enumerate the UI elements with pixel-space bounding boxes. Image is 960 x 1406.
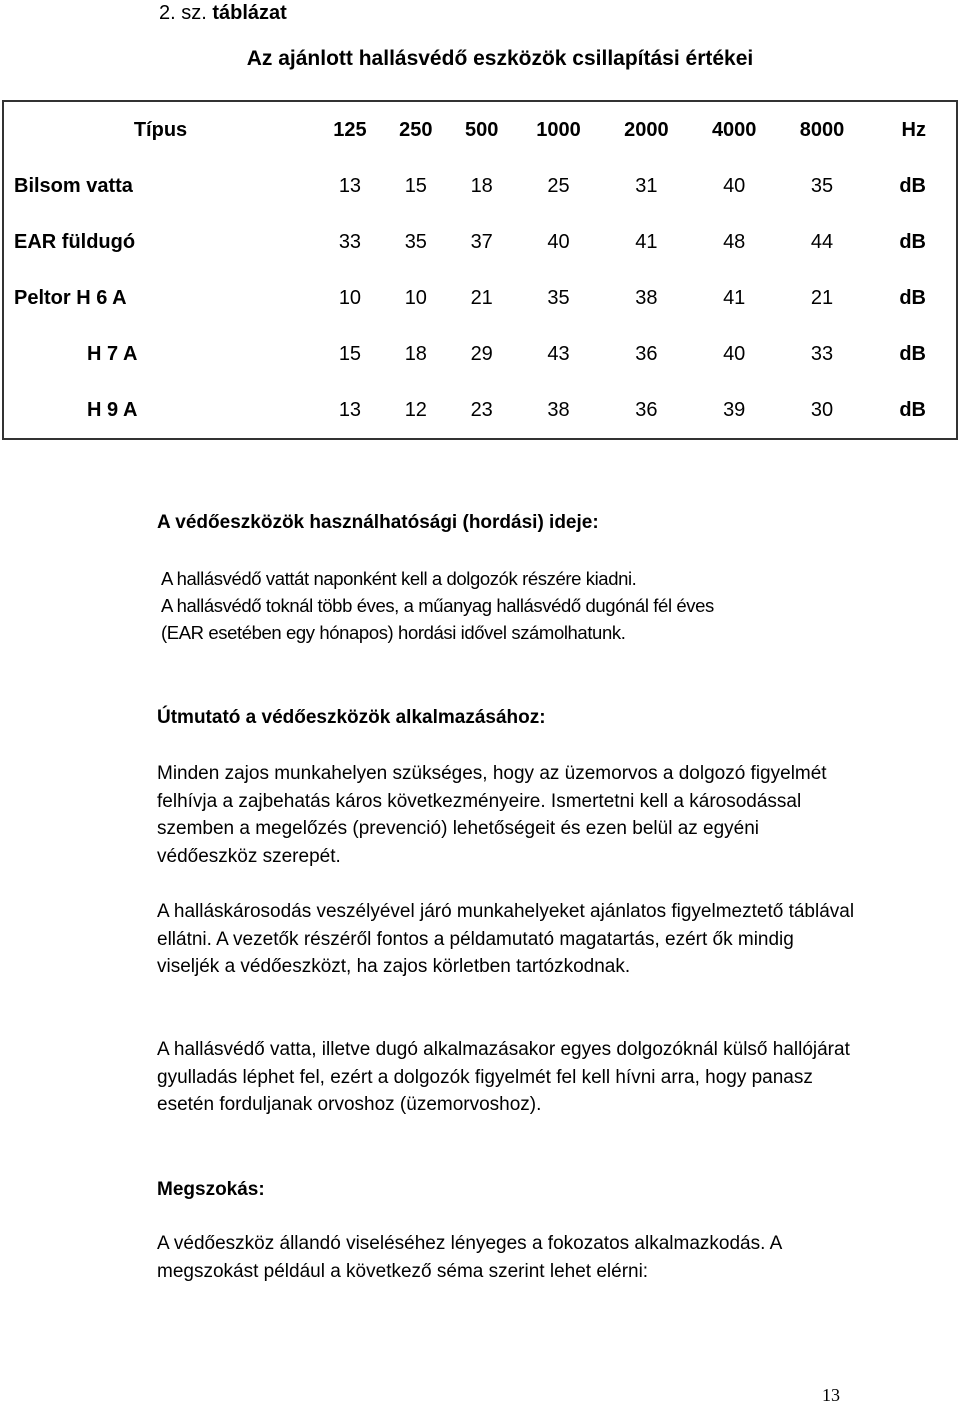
header-unit-cell: Hz — [901, 118, 926, 141]
attenuation-value-cell: 10 — [338, 286, 362, 309]
habituation-heading: Megszokás: — [157, 1179, 265, 1200]
attenuation-value-cell: 40 — [723, 174, 746, 197]
attenuation-value-cell: 21 — [470, 286, 493, 309]
unit-cell: dB — [899, 342, 926, 365]
guide-paragraph-3: A hallásvédő vatta, illetve dugó alkalmazásakor egyes dolgozóknál külső hallójárat gyulladás léphet fel, ezért a dolgozók figyelmét fel kell hívni arra, hogy panasz esetén forduljanak orvoshoz (üzemorvoshoz). — [157, 1039, 850, 1115]
table-row — [3, 326, 957, 382]
attenuation-value-cell: 18 — [470, 174, 493, 197]
attenuation-value-cell: 40 — [723, 342, 746, 365]
caption-number: 2. sz. — [159, 2, 207, 24]
table-row — [3, 214, 957, 270]
usage-line-3: (EAR esetében egy hónapos) hordási idővel számolhatunk. — [161, 622, 626, 643]
table-row — [3, 158, 957, 214]
attenuation-value-cell: 23 — [470, 398, 493, 421]
attenuation-value-cell: 13 — [338, 398, 362, 421]
header-frequency-cell: 125 — [333, 118, 367, 141]
attenuation-value-cell: 39 — [723, 398, 746, 421]
table-row — [3, 270, 957, 326]
attenuation-value-cell: 37 — [470, 230, 493, 253]
usage-heading: A védőeszközök használhatósági (hordási) ideje: — [157, 512, 599, 533]
table-header-row — [3, 101, 957, 158]
device-name-cell: Bilsom vatta — [14, 174, 133, 197]
attenuation-value-cell: 35 — [810, 174, 834, 197]
attenuation-value-cell: 40 — [547, 230, 570, 253]
attenuation-value-cell: 44 — [810, 230, 834, 253]
device-name-cell: EAR füldugó — [14, 230, 136, 253]
attenuation-value-cell: 38 — [547, 398, 570, 421]
table-caption — [159, 0, 287, 26]
attenuation-value-cell: 25 — [547, 174, 570, 197]
attenuation-value-cell: 41 — [723, 286, 746, 309]
guide-paragraph-1: Minden zajos munkahelyen szükséges, hogy az üzemorvos a dolgozó figyelmét felhívja a zajbehatás káros következményeire. Ismertetni kell a károsodással szemben a megelőzés (prevenció) lehetőségeit és ezen belül az egyéni védőeszköz szerepét. — [157, 763, 827, 867]
attenuation-value-cell: 35 — [404, 230, 427, 253]
header-frequency-cell: 2000 — [624, 118, 669, 141]
attenuation-value-cell: 29 — [470, 342, 493, 365]
attenuation-value-cell: 48 — [723, 230, 746, 253]
device-name-cell: Peltor H 6 A — [14, 286, 127, 309]
attenuation-value-cell: 36 — [635, 398, 658, 421]
caption-word: táblázat — [212, 2, 287, 24]
attenuation-value-cell: 36 — [635, 342, 658, 365]
attenuation-value-cell: 35 — [547, 286, 570, 309]
header-frequency-cell: 1000 — [536, 118, 581, 141]
unit-cell: dB — [899, 398, 926, 421]
attenuation-value-cell: 21 — [810, 286, 834, 309]
guide-heading: Útmutató a védőeszközök alkalmazásához: — [157, 707, 546, 728]
usage-line-2: A hallásvédő toknál több éves, a műanyag hallásvédő dugónál fél éves — [161, 595, 714, 616]
unit-cell: dB — [899, 286, 926, 309]
page-number: 13 — [822, 1385, 840, 1405]
header-frequency-cell: 250 — [399, 118, 433, 141]
device-name-cell: H 9 A — [87, 398, 138, 421]
unit-cell: dB — [899, 174, 926, 197]
guide-paragraph-2: A halláskárosodás veszélyével járó munkahelyeket ajánlatos figyelmeztető táblával ellátni. A vezetők részéről fontos a példamutató magatartás, ezért ők mindig viseljék a védőeszközt, ha zajos körletben tartózkodnak. — [157, 901, 855, 977]
attenuation-value-cell: 31 — [635, 174, 658, 197]
attenuation-value-cell: 33 — [338, 230, 362, 253]
attenuation-value-cell: 18 — [404, 342, 427, 365]
header-frequency-cell: 500 — [465, 118, 499, 141]
header-type-cell: Típus — [133, 118, 188, 141]
attenuation-value-cell: 15 — [404, 174, 427, 197]
attenuation-table — [2, 100, 958, 440]
attenuation-value-cell: 30 — [810, 398, 834, 421]
table-title: Az ajánlott hallásvédő eszközök csillapítási értékei — [246, 47, 754, 70]
unit-cell: dB — [899, 230, 926, 253]
attenuation-value-cell: 12 — [404, 398, 427, 421]
header-frequency-cell: 4000 — [711, 118, 757, 141]
attenuation-value-cell: 41 — [635, 230, 658, 253]
attenuation-value-cell: 10 — [404, 286, 427, 309]
attenuation-value-cell: 15 — [338, 342, 362, 365]
attenuation-value-cell: 33 — [810, 342, 834, 365]
habituation-paragraph: A védőeszköz állandó viseléséhez lényeges a fokozatos alkalmazkodás. A megszokást például a következő séma szerint lehet elérni: — [157, 1233, 782, 1282]
device-name-cell: H 7 A — [87, 342, 138, 365]
table-row — [3, 382, 957, 439]
usage-line-1: A hallásvédő vattát naponként kell a dolgozók részére kiadni. — [161, 568, 637, 589]
header-frequency-cell: 8000 — [799, 118, 845, 141]
attenuation-value-cell: 43 — [547, 342, 570, 365]
attenuation-value-cell: 13 — [338, 174, 362, 197]
attenuation-value-cell: 38 — [635, 286, 658, 309]
